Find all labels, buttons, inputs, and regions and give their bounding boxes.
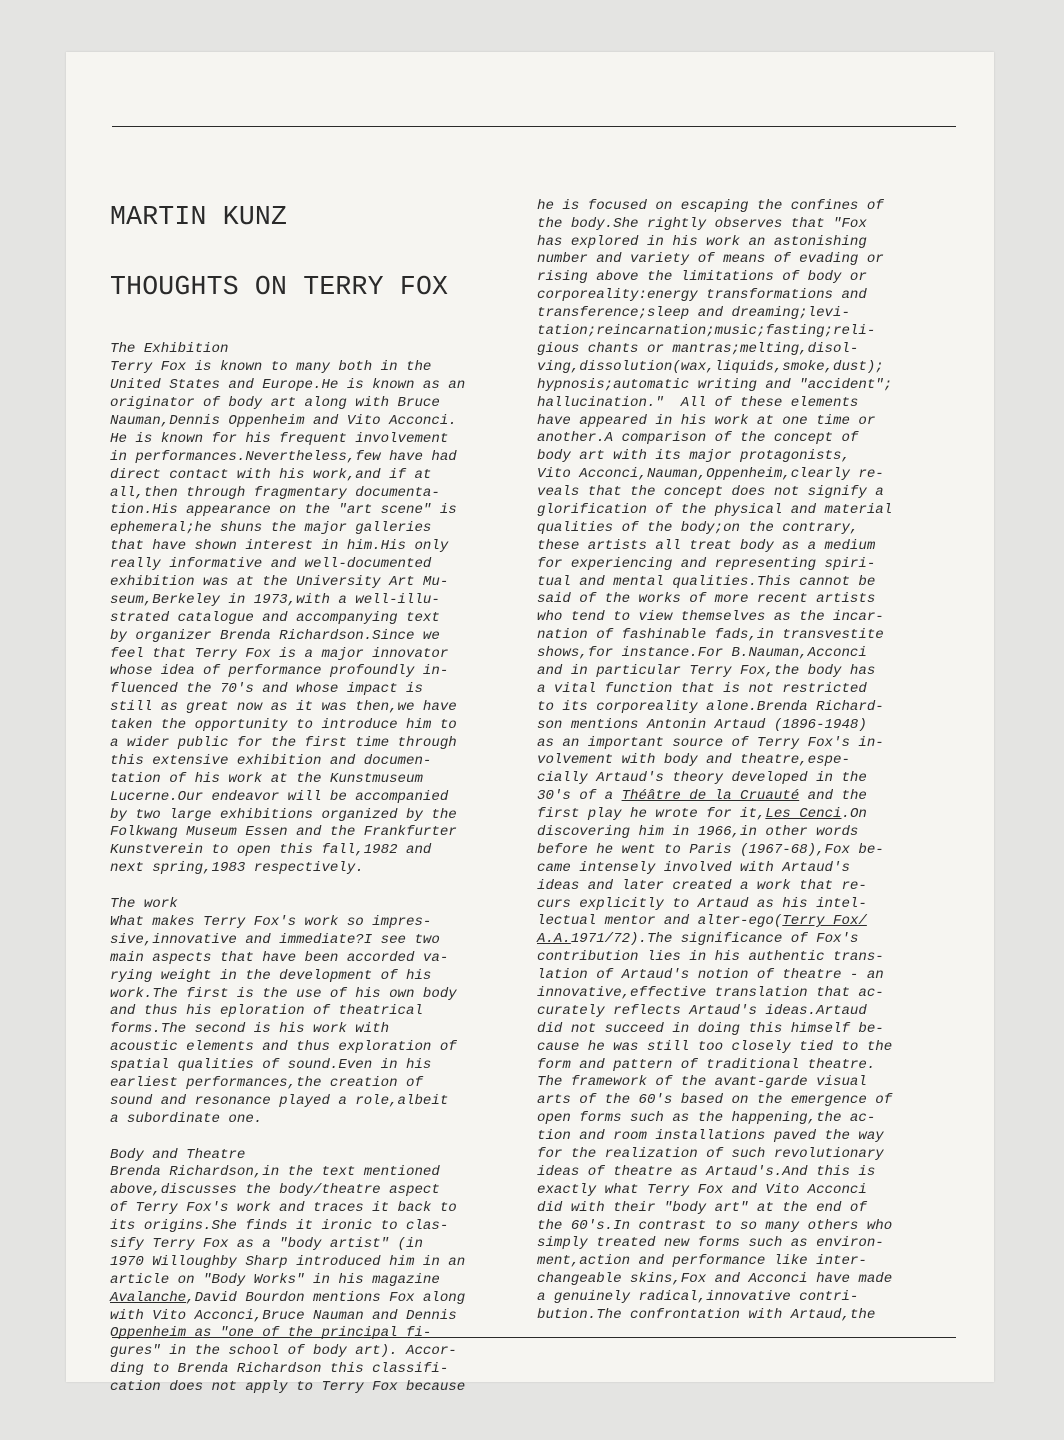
top-rule xyxy=(112,126,956,127)
text-segment: all,then through fragmentary documenta- xyxy=(110,484,440,501)
text-line xyxy=(110,1361,535,1379)
text-line xyxy=(110,449,535,467)
text-line xyxy=(110,1308,535,1326)
text-line xyxy=(537,752,967,770)
text-line xyxy=(110,753,535,771)
text-segment: and thus his eploration of theatrical xyxy=(110,1003,423,1020)
text-line xyxy=(537,448,967,466)
text-segment: contribution lies in his authentic trans- xyxy=(537,949,884,966)
text-segment: main aspects that have been accorded va- xyxy=(110,949,449,966)
text-line xyxy=(110,1325,535,1343)
text-segment: Vito Acconci,Nauman,Oppenheim,clearly re- xyxy=(537,466,884,483)
text-line xyxy=(110,950,535,968)
text-segment: tion and room installations paved the way xyxy=(537,1128,884,1145)
text-segment: hypnosis;automatic writing and "accident"; xyxy=(537,376,893,393)
text-line xyxy=(537,556,967,574)
text-segment: volvement with body and theatre,espe- xyxy=(537,752,850,769)
text-line xyxy=(110,359,535,377)
text-segment: Oppenheim as "one of the principal fi- xyxy=(110,1325,432,1342)
text-line xyxy=(537,1003,967,1021)
text-segment: ding to Brenda Richardson this classifi- xyxy=(110,1361,449,1378)
text-segment: ment,action and performance like inter- xyxy=(537,1253,867,1270)
text-segment: veals that the concept does not signify a xyxy=(537,484,884,501)
text-segment: forms.The second is his work with xyxy=(110,1021,390,1038)
text-line xyxy=(537,520,967,538)
text-line xyxy=(537,1039,967,1057)
text-line xyxy=(537,1074,967,1092)
text-line xyxy=(110,574,535,592)
text-segment: lectual mentor and alter-ego( xyxy=(537,913,783,930)
text-segment: arts of the 60's based on the emergence of xyxy=(537,1092,893,1109)
text-segment: nation of fashinable fads,in transvestite xyxy=(537,627,884,644)
text-line xyxy=(537,824,967,842)
text-segment: The work xyxy=(110,896,178,913)
paragraph-gap xyxy=(110,878,535,896)
text-line xyxy=(537,1057,967,1075)
text-line xyxy=(110,1343,535,1361)
text-segment: form and pattern of traditional theatre. xyxy=(537,1056,876,1073)
text-line xyxy=(537,967,967,985)
text-line xyxy=(110,1164,535,1182)
text-segment: cation does not apply to Terry Fox because xyxy=(110,1379,466,1396)
text-segment: tation of his work at the Kunstmuseum xyxy=(110,770,423,787)
text-segment: ideas of theatre as Artaud's.And this is xyxy=(537,1163,876,1180)
text-line xyxy=(110,1236,535,1254)
text-line xyxy=(537,341,967,359)
text-line xyxy=(537,681,967,699)
text-segment: by two large exhibitions organized by the xyxy=(110,806,457,823)
text-line xyxy=(537,216,967,234)
text-line xyxy=(110,842,535,860)
text-segment: for the realization of such revolutionary xyxy=(537,1146,884,1163)
text-segment: The framework of the avant-garde visual xyxy=(537,1074,867,1091)
text-line xyxy=(537,1307,967,1325)
text-segment: he is focused on escaping the confines of xyxy=(537,197,884,214)
text-line xyxy=(110,538,535,556)
text-segment: Lucerne.Our endeavor will be accompanied xyxy=(110,788,449,805)
text-line xyxy=(537,1128,967,1146)
text-line xyxy=(110,377,535,395)
text-line xyxy=(537,1092,967,1110)
text-segment: its origins.She finds it ironic to clas- xyxy=(110,1218,449,1235)
text-line xyxy=(537,1235,967,1253)
text-segment: discovering him in 1966,in other words xyxy=(537,823,859,840)
text-segment: by organizer Brenda Richardson.Since we xyxy=(110,627,440,644)
text-segment: seum,Berkeley in 1973,with a well-illu- xyxy=(110,591,440,608)
text-line xyxy=(110,771,535,789)
text-line xyxy=(110,1218,535,1236)
text-line xyxy=(537,609,967,627)
underlined-title: A.A. xyxy=(537,931,571,948)
text-segment: Nauman,Dennis Oppenheim and Vito Acconci. xyxy=(110,413,457,429)
text-segment: ideas and later created a work that re- xyxy=(537,877,867,894)
text-line xyxy=(537,251,967,269)
text-line xyxy=(537,645,967,663)
text-segment: cially Artaud's theory developed in the xyxy=(537,770,867,787)
author-heading: MARTIN KUNZ xyxy=(110,201,288,232)
text-line xyxy=(537,878,967,896)
text-line xyxy=(537,538,967,556)
text-segment: as an important source of Terry Fox's in- xyxy=(537,734,884,751)
left-column-text xyxy=(110,341,535,1397)
text-segment: with Vito Acconci,Bruce Nauman and Dennis xyxy=(110,1307,457,1324)
text-line xyxy=(537,1289,967,1307)
text-segment: have appeared in his work at one time or xyxy=(537,412,876,429)
text-segment: another.A comparison of the concept of xyxy=(537,430,859,447)
text-line xyxy=(537,1200,967,1218)
text-line xyxy=(110,1093,535,1111)
text-segment: who tend to view themselves as the incar- xyxy=(537,609,884,626)
text-segment: He is known for his frequent involvement xyxy=(110,430,449,447)
text-line xyxy=(537,198,967,216)
text-line xyxy=(537,913,967,931)
text-segment: curs explicitly to Artaud as his intel- xyxy=(537,895,867,912)
text-line xyxy=(537,896,967,914)
text-segment: cause he was still too closely tied to the xyxy=(537,1038,893,1055)
text-line xyxy=(537,359,967,377)
text-segment: exactly what Terry Fox and Vito Acconci xyxy=(537,1181,867,1198)
text-segment: tation;reincarnation;music;fasting;reli- xyxy=(537,323,876,340)
text-segment: did not succeed in doing this himself be- xyxy=(537,1020,884,1037)
text-segment: transference;sleep and dreaming;levi- xyxy=(537,305,850,322)
text-segment: 1970 Willoughby Sharp introduced him in an xyxy=(110,1253,466,1270)
text-line xyxy=(537,931,967,949)
text-segment: this extensive exhibition and documen- xyxy=(110,752,432,769)
text-line xyxy=(537,430,967,448)
text-segment: in performances.Nevertheless,few have had xyxy=(110,448,457,465)
text-line xyxy=(110,1021,535,1039)
text-segment: son mentions Antonin Artaud (1896-1948) xyxy=(537,716,867,733)
text-segment: Terry Fox is known to many both in the xyxy=(110,359,432,376)
text-segment: above,discusses the body/theatre aspect xyxy=(110,1182,440,1199)
text-line xyxy=(537,985,967,1003)
text-line xyxy=(110,413,535,431)
text-line xyxy=(110,628,535,646)
text-segment: really informative and well-documented xyxy=(110,556,432,573)
text-segment: tion.His appearance on the "art scene" is xyxy=(110,502,457,519)
text-segment: What makes Terry Fox's work so impres- xyxy=(110,913,432,930)
text-line xyxy=(110,1182,535,1200)
text-segment: tual and mental qualities.This cannot be xyxy=(537,573,876,590)
underlined-title: Avalanche xyxy=(110,1289,187,1306)
text-segment: earliest performances,the creation of xyxy=(110,1074,423,1091)
text-segment: lation of Artaud's notion of theatre - an xyxy=(537,967,884,984)
text-segment: The Exhibition xyxy=(110,341,229,358)
text-segment: next spring,1983 respectively. xyxy=(110,860,364,877)
text-line xyxy=(110,717,535,735)
underlined-title: Théâtre de la Cruauté xyxy=(621,788,800,805)
text-line xyxy=(537,1182,967,1200)
text-segment: corporeality:energy transformations and xyxy=(537,287,867,304)
text-line xyxy=(110,1003,535,1021)
text-line xyxy=(110,896,535,914)
text-line xyxy=(537,502,967,520)
text-segment: gious chants or mantras;melting,disol- xyxy=(537,340,859,357)
text-line xyxy=(110,1075,535,1093)
text-segment: sify Terry Fox as a "body artist" (in xyxy=(110,1235,423,1252)
bottom-rule xyxy=(112,1337,956,1338)
text-line xyxy=(537,627,967,645)
text-line xyxy=(537,574,967,592)
text-line xyxy=(537,699,967,717)
text-line xyxy=(110,467,535,485)
text-line xyxy=(537,466,967,484)
text-line xyxy=(110,860,535,878)
text-segment: a genuinely radical,innovative contri- xyxy=(537,1289,859,1306)
text-segment: ephemeral;he shuns the major galleries xyxy=(110,520,432,537)
text-line xyxy=(537,1253,967,1271)
underlined-title: Les Cenci xyxy=(765,806,842,823)
title-heading: THOUGHTS ON TERRY FOX xyxy=(110,271,449,302)
text-segment: shows,for instance.For B.Nauman,Acconci xyxy=(537,645,867,662)
text-line xyxy=(537,806,967,824)
text-line xyxy=(110,1039,535,1057)
text-line xyxy=(537,591,967,609)
text-line xyxy=(537,1146,967,1164)
text-segment: 1971/72).The significance of Fox's xyxy=(570,931,859,948)
text-line xyxy=(110,592,535,610)
text-segment: acoustic elements and thus exploration of xyxy=(110,1039,457,1056)
text-segment: sive,innovative and immediate?I see two xyxy=(110,931,440,948)
text-line xyxy=(537,395,967,413)
text-segment: and the xyxy=(799,788,867,805)
text-line xyxy=(537,663,967,681)
right-column xyxy=(537,162,967,1361)
text-line xyxy=(537,1164,967,1182)
text-line xyxy=(110,1057,535,1075)
text-segment: spatial qualities of sound.Even in his xyxy=(110,1057,432,1074)
text-line xyxy=(537,269,967,287)
text-line xyxy=(537,305,967,323)
text-segment: rising above the limitations of body or xyxy=(537,269,867,286)
text-segment: United States and Europe.He is known as an xyxy=(110,377,466,394)
text-segment: first play he wrote for it, xyxy=(537,806,766,823)
text-segment: gures" in the school of body art). Accor- xyxy=(110,1343,457,1360)
text-segment: did with their "body art" at the end of xyxy=(537,1199,867,1216)
text-line xyxy=(110,1254,535,1272)
text-line xyxy=(110,1290,535,1308)
text-line xyxy=(110,610,535,628)
text-line xyxy=(110,681,535,699)
text-segment: for experiencing and representing spiri- xyxy=(537,555,876,572)
text-segment: Kunstverein to open this fall,1982 and xyxy=(110,842,432,859)
text-line xyxy=(537,1021,967,1039)
text-segment: a wider public for the first time through xyxy=(110,735,457,752)
text-line xyxy=(110,932,535,950)
text-line xyxy=(110,824,535,842)
text-segment: 30's of a xyxy=(537,788,622,805)
text-segment: bution.The confrontation with Artaud,the xyxy=(537,1307,876,1324)
text-segment: body art with its major protagonists, xyxy=(537,448,850,465)
text-segment: ,David Bourdon mentions Fox along xyxy=(186,1289,466,1306)
text-line xyxy=(110,789,535,807)
text-segment: article on "Body Works" in his magazine xyxy=(110,1271,440,1288)
text-line xyxy=(537,735,967,753)
text-line xyxy=(537,484,967,502)
text-line xyxy=(537,413,967,431)
text-segment: a vital function that is not restricted xyxy=(537,680,867,697)
text-segment: .On xyxy=(841,806,867,823)
text-line xyxy=(110,395,535,413)
text-segment: work.The first is the use of his own body xyxy=(110,985,457,1002)
text-line xyxy=(110,986,535,1004)
text-segment: that have shown interest in him.His only xyxy=(110,538,449,555)
text-segment: originator of body art along with Bruce xyxy=(110,395,440,412)
text-segment: direct contact with his work,and if at xyxy=(110,466,432,483)
text-line xyxy=(110,699,535,717)
text-line xyxy=(537,1110,967,1128)
text-line xyxy=(110,502,535,520)
text-segment: open forms such as the happening,the ac- xyxy=(537,1110,876,1127)
text-segment: said of the works of more recent artists xyxy=(537,591,876,608)
text-line xyxy=(537,717,967,735)
text-segment: feel that Terry Fox is a major innovator xyxy=(110,645,449,662)
text-segment: simply treated new forms such as environ- xyxy=(537,1235,884,1252)
text-line xyxy=(110,485,535,503)
text-segment: taken the opportunity to introduce him to xyxy=(110,717,457,734)
text-line xyxy=(110,556,535,574)
text-line xyxy=(110,735,535,753)
text-segment: innovative,effective translation that ac- xyxy=(537,985,884,1001)
text-line xyxy=(110,807,535,825)
text-segment: qualities of the body;on the contrary, xyxy=(537,519,859,536)
text-line xyxy=(537,323,967,341)
text-line xyxy=(110,646,535,664)
text-segment: to its corporeality alone.Brenda Richard- xyxy=(537,698,884,715)
text-segment: a subordinate one. xyxy=(110,1110,263,1127)
text-line xyxy=(537,788,967,806)
underlined-title: Terry Fox/ xyxy=(782,913,867,930)
text-segment: hallucination." All of these elements xyxy=(537,394,859,411)
text-line xyxy=(537,287,967,305)
text-segment: came intensely involved with Artaud's xyxy=(537,859,850,876)
text-line xyxy=(537,1271,967,1289)
text-segment: and in particular Terry Fox,the body has xyxy=(537,662,876,679)
text-segment: has explored in his work an astonishing xyxy=(537,233,867,250)
text-line xyxy=(537,234,967,252)
text-segment: whose idea of performance profoundly in- xyxy=(110,663,449,680)
text-line xyxy=(537,1218,967,1236)
text-segment: glorification of the physical and material xyxy=(537,501,893,518)
text-segment: number and variety of means of evading or xyxy=(537,251,884,268)
text-segment: these artists all treat body as a medium xyxy=(537,537,876,554)
text-line xyxy=(110,1379,535,1397)
text-segment: exhibition was at the University Art Mu- xyxy=(110,574,449,591)
text-line xyxy=(110,341,535,359)
text-line xyxy=(110,968,535,986)
paragraph-gap xyxy=(110,1129,535,1147)
text-segment: Body and Theatre xyxy=(110,1146,246,1163)
text-line xyxy=(110,914,535,932)
right-column-text xyxy=(537,198,967,1325)
text-segment: changeable skins,Fox and Acconci have made xyxy=(537,1271,893,1288)
text-segment: fluenced the 70's and whose impact is xyxy=(110,681,423,698)
text-segment: rying weight in the development of his xyxy=(110,967,432,984)
text-segment: the body.She rightly observes that "Fox xyxy=(537,215,867,232)
text-line xyxy=(537,949,967,967)
text-segment: curately reflects Artaud's ideas.Artaud xyxy=(537,1002,867,1019)
text-line xyxy=(110,663,535,681)
text-line xyxy=(110,1272,535,1290)
text-line xyxy=(537,860,967,878)
text-segment: ving,dissolution(wax,liquids,smoke,dust); xyxy=(537,358,884,375)
text-segment: strated catalogue and accompanying text xyxy=(110,609,440,626)
text-segment: Brenda Richardson,in the text mentioned xyxy=(110,1164,440,1181)
text-line xyxy=(110,1200,535,1218)
text-segment: of Terry Fox's work and traces it back to xyxy=(110,1200,457,1217)
text-line xyxy=(110,1147,535,1165)
text-segment: Folkwang Museum Essen and the Frankfurter xyxy=(110,824,457,841)
document-page xyxy=(66,52,994,1396)
text-line xyxy=(110,431,535,449)
text-segment: the 60's.In contrast to so many others who xyxy=(537,1217,893,1234)
text-segment: sound and resonance played a role,albeit xyxy=(110,1092,449,1109)
text-line xyxy=(110,520,535,538)
text-segment: before he went to Paris (1967-68),Fox be- xyxy=(537,841,884,858)
text-line xyxy=(110,1111,535,1129)
text-line xyxy=(537,377,967,395)
text-segment: still as great now as it was then,we have xyxy=(110,699,457,716)
text-line xyxy=(537,842,967,860)
text-line xyxy=(537,770,967,788)
left-column xyxy=(110,162,535,1433)
